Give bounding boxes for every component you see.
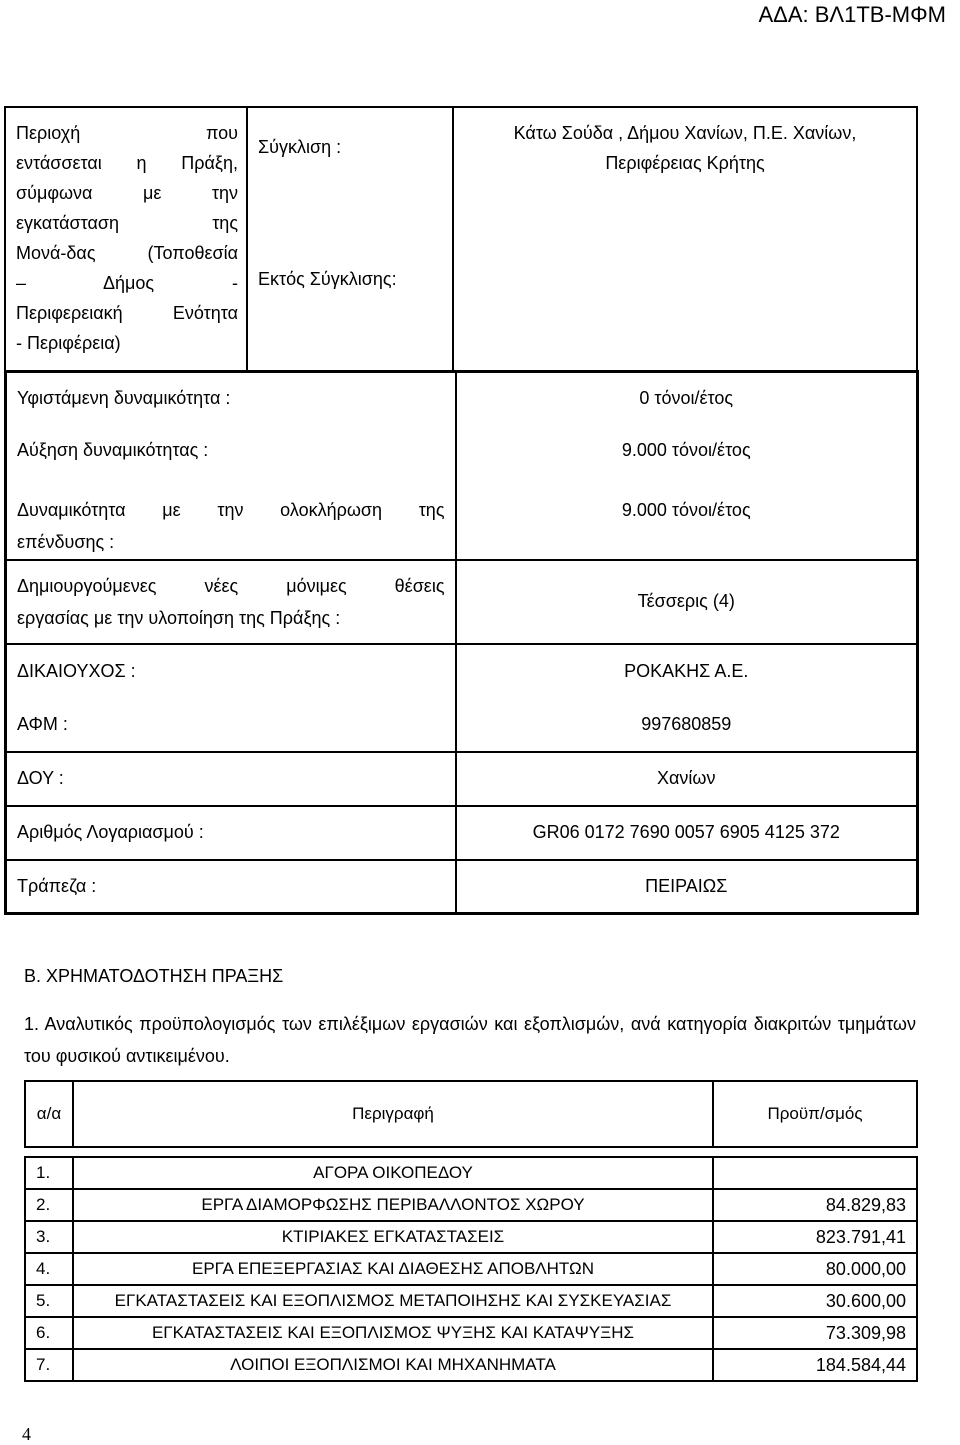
doy-label: ΔΟΥ : bbox=[6, 752, 456, 806]
row-number: 5. bbox=[25, 1285, 73, 1317]
row-description: ΕΓΚΑΤΑΣΤΑΣΕΙΣ ΚΑΙ ΕΞΟΠΛΙΣΜΟΣ ΨΥΞΗΣ ΚΑΙ ΚΑΤΑΨΥΞΗΣ bbox=[73, 1317, 713, 1349]
convergence-label: Σύγκλιση : bbox=[258, 137, 342, 157]
header-description: Περιγραφή bbox=[73, 1081, 713, 1147]
existing-capacity-label: Υφιστάμενη δυναμικότητα : bbox=[6, 372, 456, 424]
beneficiary-label: ΔΙΚΑΙΟΥΧΟΣ : bbox=[6, 644, 456, 698]
row-description: ΕΡΓΑ ΔΙΑΜΟΡΦΩΣΗΣ ΠΕΡΙΒΑΛΛΟΝΤΟΣ ΧΩΡΟΥ bbox=[73, 1189, 713, 1221]
row-amount bbox=[713, 1157, 917, 1189]
table-row bbox=[25, 1189, 917, 1221]
afm-value: 997680859 bbox=[456, 698, 918, 752]
jobs-label-line1: Δημιουργούμενες νέες μόνιμες θέσεις bbox=[17, 575, 445, 596]
afm-label: ΑΦΜ : bbox=[6, 698, 456, 752]
row-description: ΑΓΟΡΑ ΟΙΚΟΠΕΔΟΥ bbox=[73, 1157, 713, 1189]
header-amount: Προϋπ/σμός bbox=[713, 1081, 917, 1147]
location-label-line: εντάσσεται η Πράξη, bbox=[16, 153, 238, 173]
ada-code: ΑΔΑ: ΒΛ1ΤΒ-ΜΦΜ bbox=[758, 2, 946, 27]
row-number: 7. bbox=[25, 1349, 73, 1381]
convergence-cell bbox=[247, 107, 453, 371]
location-table bbox=[4, 106, 918, 372]
row-number: 6. bbox=[25, 1317, 73, 1349]
location-label-line: σύμφωνα με την bbox=[16, 183, 238, 203]
row-amount: 30.600,00 bbox=[713, 1285, 917, 1317]
beneficiary-value: ΡΟΚΑΚΗΣ Α.Ε. bbox=[624, 660, 749, 681]
row-amount: 823.791,41 bbox=[713, 1221, 917, 1253]
info-table bbox=[4, 370, 919, 915]
row-amount: 80.000,00 bbox=[713, 1253, 917, 1285]
non-convergence-label: Εκτός Σύγκλισης: bbox=[258, 269, 397, 289]
location-value bbox=[453, 107, 917, 371]
header-aa: α/α bbox=[25, 1081, 73, 1147]
location-label-line: εγκατάσταση της bbox=[16, 213, 238, 233]
row-description: ΕΡΓΑ ΕΠΕΞΕΡΓΑΣΙΑΣ ΚΑΙ ΔΙΑΘΕΣΗΣ ΑΠΟΒΛΗΤΩΝ bbox=[73, 1253, 713, 1285]
account-value: GR06 0172 7690 0057 6905 4125 372 bbox=[456, 806, 918, 860]
location-value-line: Κάτω Σούδα , Δήμου Χανίων, Π.Ε. Χανίων, bbox=[513, 123, 857, 143]
jobs-value: Τέσσερις (4) bbox=[456, 560, 918, 644]
table-row bbox=[25, 1349, 917, 1381]
existing-capacity-value: 0 τόνοι/έτος bbox=[639, 387, 734, 408]
row-amount: 84.829,83 bbox=[713, 1189, 917, 1221]
row-amount: 73.309,98 bbox=[713, 1317, 917, 1349]
budget-table bbox=[24, 1080, 918, 1382]
bank-label: Τράπεζα : bbox=[6, 860, 456, 914]
jobs-label-line2: εργασίας με την υλοποίηση της Πράξης : bbox=[17, 607, 341, 628]
table-row bbox=[25, 1157, 917, 1189]
table-row bbox=[25, 1285, 917, 1317]
account-label: Αριθμός Λογαριασμού : bbox=[6, 806, 456, 860]
location-value-line: Περιφέρειας Κρήτης bbox=[605, 153, 765, 173]
row-number: 4. bbox=[25, 1253, 73, 1285]
table-row bbox=[25, 1221, 917, 1253]
doy-value: Χανίων bbox=[456, 752, 918, 806]
location-label-line: – Δήμος - bbox=[16, 273, 238, 293]
row-amount: 184.584,44 bbox=[713, 1349, 917, 1381]
table-row bbox=[25, 1317, 917, 1349]
bank-value: ΠΕΙΡΑΙΩΣ bbox=[645, 875, 728, 896]
location-label-line: Μονά-δας (Τοποθεσία bbox=[16, 243, 238, 263]
row-number: 3. bbox=[25, 1221, 73, 1253]
capacity-increase-value: 9.000 τόνοι/έτος bbox=[621, 440, 751, 460]
final-capacity-value: 9.000 τόνοι/έτος bbox=[456, 478, 918, 560]
location-label-line: - Περιφέρεια) bbox=[16, 333, 121, 353]
location-label-line: Περιφερειακή Ενότητα bbox=[16, 303, 238, 323]
jobs-label bbox=[6, 560, 456, 644]
final-capacity-label-line1: Δυναμικότητα με την ολοκλήρωση της bbox=[17, 499, 445, 520]
section-title: Β. ΧΡΗΜΑΤΟΔΟΤΗΣΗ ΠΡΑΞΗΣ bbox=[24, 966, 284, 986]
row-description: ΚΤΙΡΙΑΚΕΣ ΕΓΚΑΤΑΣΤΑΣΕΙΣ bbox=[73, 1221, 713, 1253]
row-number: 1. bbox=[25, 1157, 73, 1189]
final-capacity-label bbox=[6, 478, 456, 560]
location-label-line: Περιοχή που bbox=[16, 123, 238, 143]
row-description: ΕΓΚΑΤΑΣΤΑΣΕΙΣ ΚΑΙ ΕΞΟΠΛΙΣΜΟΣ ΜΕΤΑΠΟΙΗΣΗΣ ΚΑΙ ΣΥΣΚΕΥΑΣΙΑΣ bbox=[73, 1285, 713, 1317]
section-intro: 1. Αναλυτικός προϋπολογισμός των επιλέξιμων εργασιών και εξοπλισμών, ανά κατηγορία διακριτών τμημάτων του φυσικού αντικειμένου. bbox=[24, 1014, 916, 1066]
table-row bbox=[25, 1253, 917, 1285]
page-number: 4 bbox=[22, 1424, 31, 1444]
capacity-increase-label: Αύξηση δυναμικότητας : bbox=[6, 424, 456, 478]
row-number: 2. bbox=[25, 1189, 73, 1221]
location-label bbox=[5, 107, 247, 371]
final-capacity-label-line2: επένδυσης : bbox=[17, 531, 115, 552]
row-description: ΛΟΙΠΟΙ ΕΞΟΠΛΙΣΜΟΙ ΚΑΙ ΜΗΧΑΝΗΜΑΤΑ bbox=[73, 1349, 713, 1381]
spacer-row bbox=[25, 1147, 917, 1157]
